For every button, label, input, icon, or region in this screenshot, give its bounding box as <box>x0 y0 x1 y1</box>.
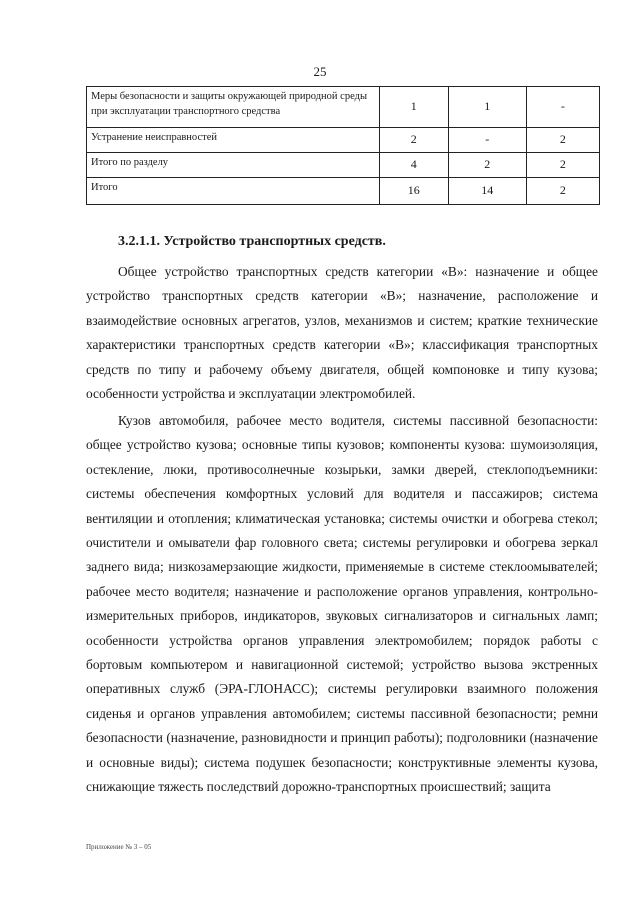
table-row <box>87 87 600 128</box>
table-cell-value: 2 <box>448 153 526 178</box>
hours-table <box>86 86 600 205</box>
page-footer: Приложение № 3 – 05 <box>86 843 152 851</box>
table-cell-value: 2 <box>379 128 448 153</box>
table-cell-value: 1 <box>379 87 448 128</box>
table-cell-topic: Меры безопасности и защиты окружающей природной среды при эксплуатации транспортного средства <box>87 87 380 128</box>
table-cell-value: - <box>526 87 599 128</box>
table-cell-value: 16 <box>379 178 448 205</box>
section-heading: 3.2.1.1. Устройство транспортных средств. <box>118 234 386 249</box>
table-row <box>87 153 600 178</box>
table-row <box>87 178 600 205</box>
table-cell-value: 2 <box>526 178 599 205</box>
page-number: 25 <box>313 64 327 79</box>
paragraph-general-structure: Общее устройство транспортных средств категории «В»: назначение и общее устройство транспортных средств категории «В»; назначение, расположение и взаимодействие основных агрегатов, узлов, механизмов и систем; краткие технические характеристики транспортных средств категории «В»; классификация транспортных средств по типу и рабочему объему двигателя, общей компоновке и типу кузова; особенности устройства и эксплуатации электромобилей. <box>86 264 598 402</box>
table-cell-value: 2 <box>526 153 599 178</box>
table-cell-value: 14 <box>448 178 526 205</box>
paragraph-body-and-safety: Кузов автомобиля, рабочее место водителя, системы пассивной безопасности: общее устройство кузова; основные типы кузовов; компоненты кузова: шумоизоляция, остекление, люки, противосолнечные козырьки, замки дверей, стеклоподъемники: системы обеспечения комфортных условий для водителя и пассажиров; система вентиляции и отопления; климатическая установка; системы очистки и обогрева стекол; очистители и омыватели фар головного света; системы регулировки и обогрева зеркал заднего вида; низкозамерзающие жидкости, применяемые в системе стеклоомывателей; рабочее место водителя; назначение и расположение органов управления, контрольно-измерительных приборов, индикаторов, звуковых сигнализаторов и сигнальных ламп; особенности устройства органов управления электромобилем; порядок работы с бортовым компьютером и навигационной системой; устройство вызова экстренных оперативных служб (ЭРА-ГЛОНАСС); системы регулировки взаимного положения сиденья и органов управления автомобилем; системы пассивной безопасности; ремни безопасности (назначение, разновидности и принцип работы); подголовники (назначение и основные виды); система подушек безопасности; конструктивные элементы кузова, снижающие тяжесть последствий дорожно-транспортных происшествий; защита <box>86 413 598 795</box>
table-cell-value: 2 <box>526 128 599 153</box>
table-cell-topic: Итого <box>87 178 380 205</box>
table-cell-topic: Устранение неисправностей <box>87 128 380 153</box>
table-cell-value: 1 <box>448 87 526 128</box>
table-cell-value: - <box>448 128 526 153</box>
table-row <box>87 128 600 153</box>
table-cell-topic: Итого по разделу <box>87 153 380 178</box>
table-cell-value: 4 <box>379 153 448 178</box>
